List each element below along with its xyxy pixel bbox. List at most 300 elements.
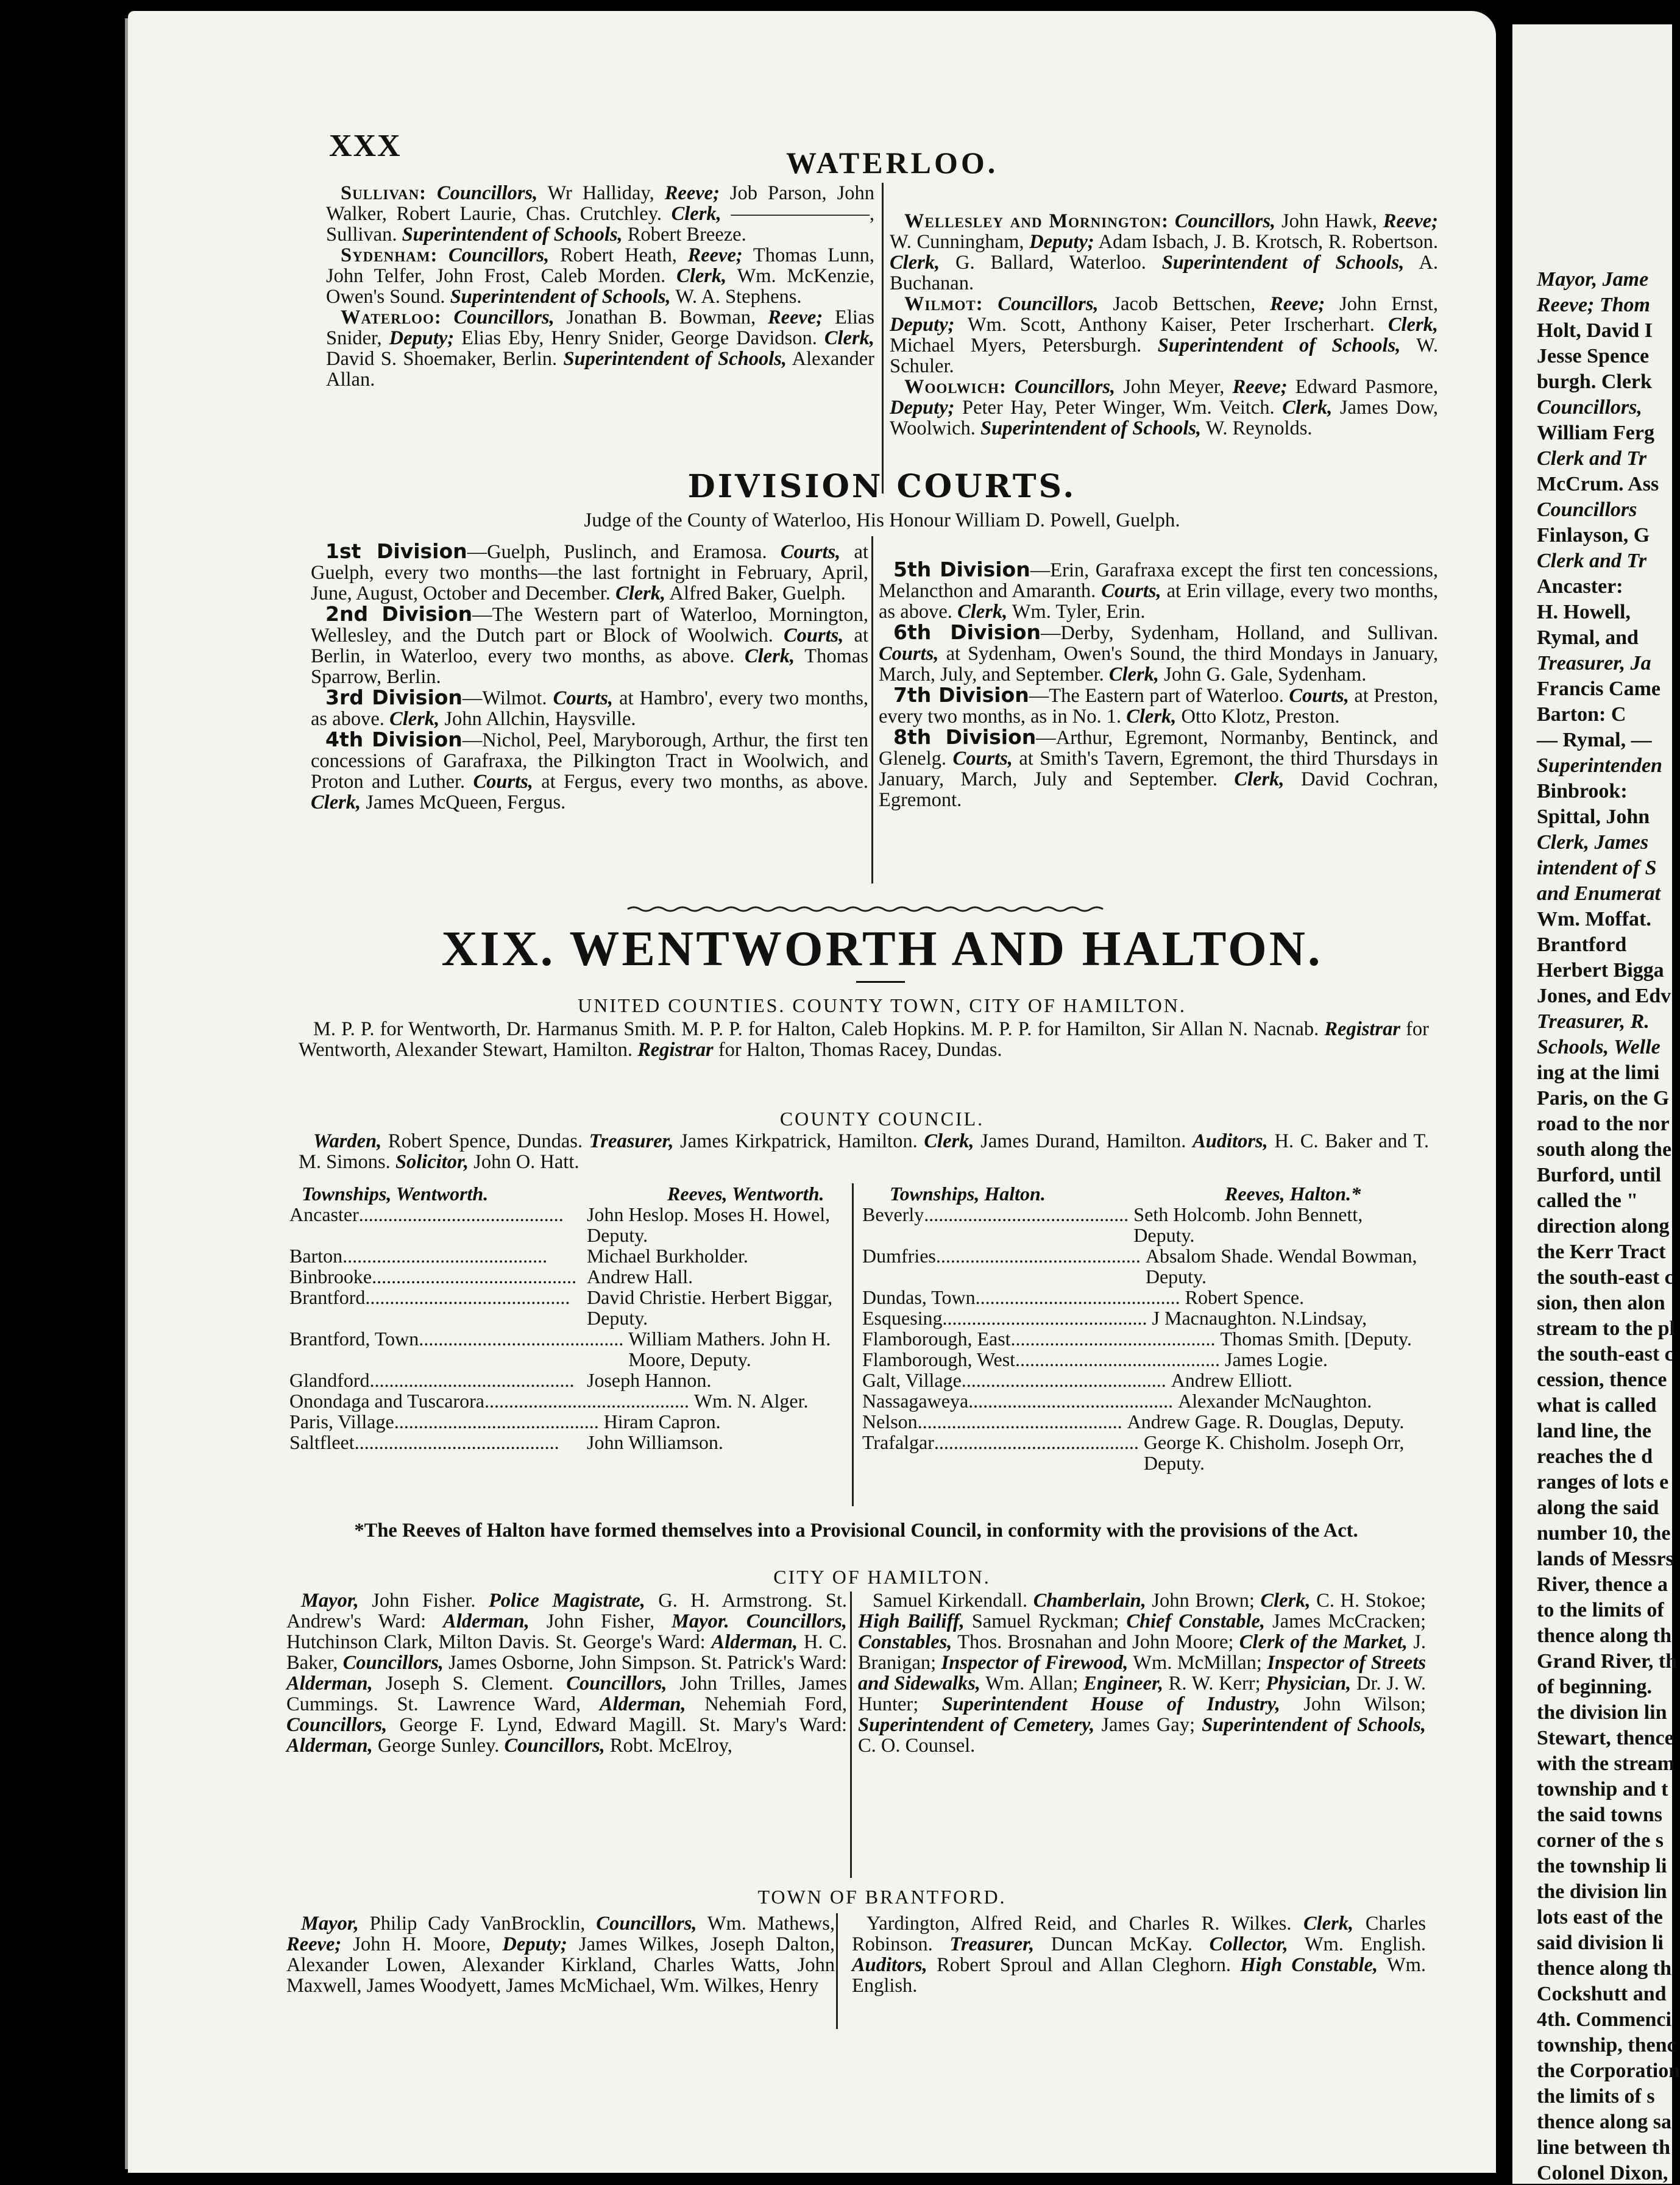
- township-cell: Flamborough, East: [862, 1328, 1011, 1350]
- column-rule: [852, 1183, 854, 1506]
- office-title: Clerk,: [1303, 1913, 1354, 1935]
- adjacent-page-line: the township li: [1537, 1855, 1667, 1877]
- adjacent-page-line: Treasurer, R.: [1537, 1010, 1650, 1033]
- office-title: Treasurer,: [589, 1130, 674, 1152]
- column-rule: [871, 536, 873, 884]
- text-run: Adam Isbach, J. B. Krotsch, R. Robertson.: [1094, 231, 1439, 253]
- township-name: Woolwich:: [904, 376, 1007, 398]
- office-title: Reeve;: [767, 306, 823, 328]
- adjacent-page-line: Spittal, John: [1537, 806, 1650, 828]
- office-title: Reeve;: [286, 1933, 342, 1955]
- text-run: Philip Cady VanBrocklin,: [358, 1913, 597, 1935]
- adjacent-page-line: Burford, until: [1537, 1164, 1662, 1186]
- office-title: Alderman,: [443, 1610, 530, 1632]
- leader-dots: ..........................................: [935, 1245, 1141, 1267]
- office-title: Councillors,: [1174, 210, 1276, 232]
- text-run: Wm. English.: [852, 1954, 1426, 1997]
- adjacent-page-line: Clerk and Tr: [1537, 550, 1647, 572]
- division-name: 5th Division: [893, 558, 1030, 581]
- office-title: Councillors,: [286, 1714, 388, 1736]
- running-head: WATERLOO.: [786, 146, 999, 180]
- text-run: Hutchinson Clark, Milton Davis. St. George's Ward:: [286, 1631, 712, 1653]
- division-entry: [311, 541, 868, 604]
- reeve-cell: John Heslop. Moses H. Howel, Deputy.: [587, 1203, 831, 1246]
- adjacent-page-line: ing at the limi: [1537, 1061, 1660, 1084]
- text-run: Joseph S. Clement.: [372, 1673, 567, 1695]
- office-title: High Constable,: [1240, 1954, 1378, 1976]
- text-run: Alexander Allan.: [326, 348, 874, 391]
- text-run: David S. Shoemaker, Berlin.: [326, 348, 564, 370]
- table-row: [862, 1390, 1423, 1411]
- text-run: G. H. Armstrong. St. Andrew's Ward:: [286, 1590, 848, 1632]
- table-row: [862, 1204, 1423, 1245]
- text-run: for Halton, Thomas Racey, Dundas.: [713, 1039, 1002, 1061]
- office-title: Superintendent of Schools,: [450, 286, 671, 308]
- text-run: John G. Gale, Sydenham.: [1159, 664, 1367, 685]
- text-run: James Dow, Woolwich.: [890, 397, 1438, 439]
- office-title: Registrar: [637, 1039, 714, 1061]
- office-title: Councillors,: [566, 1673, 667, 1695]
- adjacent-page: [1512, 24, 1680, 2184]
- adjacent-page-line: Schools, Welle: [1537, 1036, 1661, 1058]
- office-title: Reeve;: [664, 182, 720, 204]
- text-run: —Guelph, Puslinch, and Eramosa.: [467, 541, 781, 563]
- office-title: Councillors,: [437, 182, 538, 204]
- reeve-cell: James Logie.: [1225, 1348, 1328, 1370]
- table-row: [862, 1328, 1423, 1349]
- text-run: John Meyer,: [1115, 376, 1233, 398]
- leader-dots: ..........................................: [1015, 1348, 1221, 1370]
- division-entry: [311, 729, 868, 813]
- text-run: Edward Pasmore,: [1287, 376, 1438, 398]
- adjacent-page-line: William Ferg: [1537, 422, 1654, 444]
- leader-dots: ..........................................: [354, 1431, 559, 1453]
- adjacent-page-line: Cockshutt and: [1537, 1983, 1667, 2005]
- township-cell: Flamborough, West: [862, 1348, 1016, 1370]
- hamilton-officers-right: [858, 1590, 1426, 1756]
- adjacent-page-line: land line, the: [1537, 1420, 1651, 1442]
- office-title: Courts,: [473, 771, 533, 793]
- text-run: at Sydenham, Owen's Sound, the third Mondays in January, March, July, and September.: [879, 643, 1438, 685]
- county-council-officers: [299, 1131, 1429, 1172]
- adjacent-page-line: thence along sa: [1537, 2111, 1671, 2133]
- office-title: Mayor. Councillors,: [672, 1610, 847, 1632]
- township-cell: Paris, Village: [289, 1411, 394, 1432]
- text-run: —The Eastern part of Waterloo.: [1029, 685, 1289, 707]
- leader-dots: ..........................................: [924, 1203, 1129, 1225]
- office-title: Superintendent of Schools,: [1161, 252, 1405, 274]
- division-entry: [879, 559, 1438, 622]
- adjacent-page-line: Grand River, th: [1537, 1650, 1678, 1673]
- adjacent-page-line: what is called: [1537, 1394, 1657, 1417]
- text-run: —Nichol, Peel, Maryborough, Arthur, the first ten concessions of Garafraxa, the Pilkington Tract in Woolwich, and Proton and Luther.: [311, 729, 868, 793]
- office-title: Warden,: [313, 1130, 382, 1152]
- township-cell: Galt, Village: [862, 1369, 962, 1391]
- column-rule: [882, 183, 884, 494]
- table-row: [862, 1370, 1423, 1390]
- office-title: Reeve;: [1232, 376, 1288, 398]
- text-run: John Ernst,: [1325, 293, 1438, 315]
- township-cell: Ancaster: [289, 1203, 359, 1225]
- adjacent-page-line: the south-east c: [1537, 1266, 1674, 1289]
- adjacent-page-line: lands of Messrs: [1537, 1548, 1674, 1570]
- adjacent-page-line: the division lin: [1537, 1701, 1667, 1724]
- office-title: Clerk,: [890, 252, 940, 274]
- office-title: Superintendent House of Industry,: [941, 1693, 1280, 1715]
- text-run: Robert Heath,: [549, 244, 688, 266]
- text-run: at Smith's Tavern, Egremont, the third Thursdays in January, March, July and September.: [879, 748, 1438, 790]
- adjacent-page-line: Brantford: [1537, 933, 1627, 956]
- reeve-cell: Andrew Elliott.: [1171, 1369, 1292, 1391]
- table-row: [862, 1432, 1423, 1473]
- text-run: W. Reynolds.: [1201, 417, 1313, 439]
- adjacent-page-line: cession, thence: [1537, 1369, 1667, 1391]
- table-row: [862, 1287, 1423, 1308]
- office-title: Courts,: [780, 541, 841, 563]
- text-run: J. Branigan;: [858, 1631, 1426, 1674]
- division-courts-judge: Judge of the County of Waterloo, His Honour William D. Powell, Guelph.: [584, 509, 1180, 531]
- text-run: Robt. McElroy,: [604, 1735, 732, 1757]
- reeve-cell: Alexander McNaughton.: [1178, 1390, 1372, 1412]
- text-run: M. P. P. for Wentworth, Dr. Harmanus Smith. M. P. P. for Halton, Caleb Hopkins. M. P. P. for Hamilton, Sir Allan N. Nacnab.: [313, 1018, 1325, 1040]
- text-run: C. H. Stokoe;: [1310, 1590, 1426, 1612]
- adjacent-page-line: the said towns: [1537, 1804, 1662, 1826]
- text-run: at Erin village, every two months, as above.: [879, 580, 1438, 623]
- adjacent-page-line: with the stream: [1537, 1752, 1675, 1775]
- adjacent-page-line: thence along th: [1537, 1624, 1671, 1647]
- township-entry: [890, 377, 1438, 439]
- text-run: George Sunley.: [372, 1735, 505, 1757]
- table-row: [862, 1349, 1423, 1370]
- adjacent-page-line: River, thence a: [1537, 1573, 1668, 1596]
- text-run: —Wilmot.: [462, 687, 553, 709]
- township-cell: Brantford: [289, 1286, 366, 1308]
- adjacent-page-line: Paris, on the G: [1537, 1087, 1670, 1110]
- leader-dots: ..........................................: [975, 1286, 1180, 1308]
- division-courts-right: [879, 559, 1438, 810]
- text-run: James Kirkpatrick, Hamilton.: [673, 1130, 924, 1152]
- division-entry: [879, 622, 1438, 685]
- text-run: Job Parson, John Walker, Robert Laurie, Chas. Crutchley.: [326, 182, 874, 225]
- text-run: —Arthur, Egremont, Normanby, Bentinck, and Glenelg.: [879, 727, 1438, 770]
- reeve-cell: Joseph Hannon.: [587, 1369, 712, 1391]
- division-name: 2nd Division: [325, 602, 473, 626]
- adjacent-page-line: McCrum. Ass: [1537, 473, 1659, 495]
- paragraph: [286, 1913, 835, 1996]
- table-row: [289, 1370, 850, 1390]
- column-rule: [836, 1913, 838, 2029]
- text-run: Alfred Baker, Guelph.: [665, 583, 846, 604]
- adjacent-page-line: reaches the d: [1537, 1445, 1653, 1468]
- adjacent-page-line: number 10, the: [1537, 1522, 1671, 1545]
- paragraph: [852, 1913, 1426, 1996]
- text-run: at Preston, every two months, as in No. 1.: [879, 685, 1438, 728]
- adjacent-page-line: the Kerr Tract: [1537, 1241, 1666, 1263]
- table-row: [289, 1266, 850, 1287]
- halton-footnote: *The Reeves of Halton have formed themselves into a Provisional Council, in conformity with the provisions of the Act.: [354, 1520, 1358, 1542]
- division-entry: [311, 604, 868, 687]
- text-run: W. Cunningham,: [890, 231, 1030, 253]
- office-title: Alderman,: [286, 1673, 373, 1695]
- office-title: Clerk,: [1260, 1590, 1311, 1612]
- table-row: [289, 1204, 850, 1245]
- adjacent-page-line: Francis Came: [1537, 678, 1661, 700]
- text-run: Samuel Kirkendall.: [873, 1590, 1033, 1612]
- office-title: Councillors,: [596, 1913, 697, 1935]
- office-title: Councillors,: [448, 244, 550, 266]
- office-title: Clerk,: [389, 708, 440, 730]
- column-rule: [850, 1592, 852, 1878]
- column-header: Reeves, Wentworth.: [667, 1183, 824, 1205]
- office-title: Inspector of Streets and Sidewalks,: [858, 1652, 1426, 1695]
- reeve-cell: Thomas Smith. [Deputy.: [1220, 1328, 1412, 1350]
- office-title: Collector,: [1209, 1933, 1288, 1955]
- office-title: Clerk,: [744, 645, 795, 667]
- town-of-brantford-head: TOWN OF BRANTFORD.: [757, 1886, 1007, 1908]
- text-run: W. Schuler.: [890, 335, 1439, 377]
- text-run: Elias Snider,: [326, 306, 875, 349]
- table-row: [289, 1287, 850, 1328]
- united-counties-line: UNITED COUNTIES. COUNTY TOWN, CITY OF HAMILTON.: [578, 994, 1186, 1016]
- adjacent-page-line: south along the: [1537, 1138, 1672, 1161]
- office-title: Deputy;: [389, 327, 455, 349]
- office-title: Clerk,: [615, 583, 666, 604]
- township-cell: Onondaga and Tuscarora: [289, 1390, 484, 1412]
- office-title: Deputy;: [502, 1933, 567, 1955]
- township-cell: Barton: [289, 1245, 343, 1267]
- text-run: Wm. McKenzie, Owen's Sound.: [326, 265, 875, 308]
- office-title: Superintendent of Cemetery,: [858, 1714, 1095, 1736]
- reeve-cell: Andrew Gage. R. Douglas, Deputy.: [1127, 1411, 1405, 1432]
- township-cell: Glandford: [289, 1369, 370, 1391]
- adjacent-page-line: Ancaster:: [1537, 575, 1623, 598]
- reeve-cell: John Williamson.: [587, 1431, 723, 1453]
- office-title: Clerk,: [1126, 706, 1177, 728]
- waterloo-townships-right: [890, 211, 1438, 439]
- text-run: John Trilles, James Cummings. St. Lawrence Ward,: [286, 1673, 847, 1715]
- office-title: Constables,: [858, 1631, 952, 1653]
- office-title: Superintendent of Schools,: [402, 224, 623, 246]
- leader-dots: ..........................................: [917, 1411, 1122, 1432]
- text-run: George F. Lynd, Edward Magill. St. Mary's Ward:: [387, 1714, 847, 1736]
- adjacent-page-line: called the ": [1537, 1189, 1639, 1212]
- township-entry: [890, 294, 1438, 377]
- township-name: Waterloo:: [341, 306, 442, 328]
- text-run: at Fergus, every two months, as above.: [533, 771, 868, 793]
- text-run: G. Ballard, Waterloo.: [940, 252, 1162, 274]
- adjacent-page-line: Wm. Moffat.: [1537, 908, 1651, 930]
- township-name: Wellesley and Mornington:: [904, 210, 1169, 232]
- text-run: Charles Robinson.: [852, 1913, 1427, 1955]
- adjacent-page-line: line between th: [1537, 2136, 1671, 2159]
- column-header: Reeves, Halton.*: [1225, 1183, 1361, 1205]
- text-run: [442, 306, 454, 328]
- adjacent-page-line: Rymal, and: [1537, 626, 1639, 649]
- table-row: [862, 1245, 1423, 1287]
- text-run: Robert Sproul and Allan Cleghorn.: [927, 1954, 1241, 1976]
- office-title: Councillors,: [1014, 376, 1116, 398]
- reeve-cell: David Christie. Herbert Biggar, Deputy.: [587, 1286, 833, 1329]
- text-run: A. Buchanan.: [890, 252, 1438, 294]
- waterloo-townships-left: [326, 183, 874, 390]
- office-title: Courts,: [783, 625, 844, 646]
- adjacent-page-line: — Rymal, —: [1537, 729, 1652, 751]
- text-run: Wm. Tyler, Erin.: [1007, 601, 1146, 623]
- office-title: Clerk,: [671, 203, 721, 225]
- leader-dots: ..........................................: [365, 1286, 570, 1308]
- reeve-cell: Seth Holcomb. John Bennett, Deputy.: [1133, 1203, 1363, 1246]
- table-row: [862, 1308, 1423, 1328]
- text-run: Wm. Scott, Anthony Kaiser, Peter Irscherhart.: [954, 314, 1388, 336]
- reeve-cell: Robert Spence.: [1185, 1286, 1305, 1308]
- office-title: Alderman,: [599, 1693, 686, 1715]
- adjacent-page-line: ranges of lots e: [1537, 1471, 1669, 1493]
- text-run: [984, 293, 998, 315]
- adjacent-page-line: Colonel Dixon,: [1537, 2162, 1668, 2184]
- ornamental-rule: [628, 905, 1103, 913]
- text-run: Wm. Allan;: [980, 1673, 1084, 1695]
- text-run: Thos. Brosnahan and John Moore;: [952, 1631, 1239, 1653]
- office-title: Reeve;: [687, 244, 743, 266]
- text-run: John Wilson;: [1280, 1693, 1427, 1715]
- reeve-cell: Michael Burkholder.: [587, 1245, 748, 1267]
- office-title: Deputy;: [1029, 231, 1094, 253]
- text-run: Thomas Lunn, John Telfer, John Frost, Caleb Morden.: [326, 244, 874, 287]
- text-run: ———————, Sullivan.: [326, 203, 874, 246]
- adjacent-page-line: Superintenden: [1537, 754, 1662, 777]
- paragraph: [858, 1590, 1426, 1756]
- text-run: John Brown;: [1146, 1590, 1261, 1612]
- text-run: [1007, 376, 1015, 398]
- office-title: Physician,: [1266, 1673, 1352, 1695]
- text-run: Elias Eby, Henry Snider, George Davidson.: [454, 327, 824, 349]
- text-run: James Durand, Hamilton.: [974, 1130, 1193, 1152]
- adjacent-page-line: Barton: C: [1537, 703, 1626, 726]
- text-run: Jacob Bettschen,: [1098, 293, 1271, 315]
- paragraph: [299, 1019, 1429, 1060]
- office-title: Treasurer,: [949, 1933, 1035, 1955]
- table-row: [289, 1328, 850, 1370]
- division-name: 8th Division: [893, 725, 1037, 749]
- office-title: Reeve;: [1270, 293, 1325, 315]
- text-run: at Hambro', every two months, as above.: [311, 687, 868, 730]
- adjacent-page-line: sion, then alon: [1537, 1292, 1665, 1314]
- adjacent-page-line: the Corporation: [1537, 2059, 1680, 2082]
- adjacent-page-line: Councillors: [1537, 498, 1637, 521]
- township-name: Sullivan:: [341, 182, 427, 204]
- adjacent-page-line: Herbert Bigga: [1537, 959, 1664, 982]
- reeve-cell: Absalom Shade. Wendal Bowman, Deputy.: [1145, 1245, 1417, 1287]
- office-title: Superintendent of Schools,: [980, 417, 1202, 439]
- adjacent-page-line: thence along th: [1537, 1957, 1671, 1980]
- adjacent-page-line: said division li: [1537, 1932, 1664, 1954]
- adjacent-page-line: Jones, and Edv: [1537, 985, 1671, 1007]
- adjacent-page-line: Treasurer, Ja: [1537, 652, 1651, 675]
- text-run: Wm. McMillan;: [1128, 1652, 1267, 1674]
- adjacent-page-line: 4th. Commenci: [1537, 2008, 1671, 2031]
- adjacent-page-line: Mayor, Jame: [1537, 268, 1649, 291]
- text-run: Otto Klotz, Preston.: [1176, 706, 1340, 728]
- text-run: at Guelph, every two months—the last fortnight in February, April, June, August, October and December.: [311, 541, 868, 604]
- column-header: Townships, Wentworth.: [302, 1183, 489, 1205]
- township-entry: [890, 211, 1438, 294]
- office-title: Deputy;: [890, 397, 955, 419]
- office-title: Courts,: [1289, 685, 1349, 707]
- adjacent-page-line: to the limits of: [1537, 1599, 1664, 1621]
- office-title: Mayor,: [301, 1590, 359, 1612]
- division-name: 1st Division: [325, 539, 467, 563]
- text-run: Wm. Mathews,: [696, 1913, 835, 1935]
- leader-dots: ..........................................: [394, 1411, 599, 1432]
- text-run: Peter Hay, Peter Winger, Wm. Veitch.: [954, 397, 1283, 419]
- leader-dots: ..........................................: [961, 1369, 1166, 1391]
- text-run: David Cochran, Egremont.: [879, 768, 1438, 811]
- text-run: Jonathan B. Bowman,: [554, 306, 768, 328]
- text-run: Wr Halliday,: [537, 182, 665, 204]
- township-cell: Dundas, Town: [862, 1286, 976, 1308]
- reeve-cell: Hiram Capron.: [603, 1411, 721, 1432]
- text-run: —Erin, Garafraxa except the first ten concessions, Melancthon and Amaranth.: [879, 559, 1438, 602]
- adjacent-page-line: lots east of the: [1537, 1906, 1663, 1928]
- text-run: [438, 244, 448, 266]
- office-title: Clerk,: [1234, 768, 1285, 790]
- township-cell: Trafalgar: [862, 1431, 934, 1453]
- table-row: [289, 1390, 850, 1411]
- township-entry: [326, 183, 874, 245]
- office-title: Auditors,: [1193, 1130, 1268, 1152]
- brantford-officers-right: [852, 1913, 1426, 1996]
- text-run: [427, 182, 437, 204]
- adjacent-page-line: Reeve; Thom: [1537, 294, 1650, 316]
- adjacent-page-line: Finlayson, G: [1537, 524, 1650, 547]
- office-title: Deputy;: [890, 314, 955, 336]
- text-run: John Fisher.: [358, 1590, 489, 1612]
- leader-dots: ..........................................: [1010, 1328, 1216, 1350]
- office-title: High Bailiff,: [858, 1610, 965, 1632]
- adjacent-page-line: road to the nor: [1537, 1113, 1670, 1135]
- township-cell: Dumfries: [862, 1245, 936, 1267]
- text-run: Samuel Ryckman;: [964, 1610, 1127, 1632]
- table-row: [289, 1411, 850, 1432]
- text-run: W. A. Stephens.: [670, 286, 802, 308]
- division-name: 6th Division: [893, 620, 1041, 644]
- text-run: C. O. Counsel.: [858, 1735, 976, 1757]
- text-run: Michael Myers, Petersburgh.: [890, 335, 1158, 356]
- division-name: 3rd Division: [325, 685, 463, 709]
- adjacent-page-line: the division lin: [1537, 1880, 1667, 1903]
- text-run: John Hawk,: [1275, 210, 1383, 232]
- office-title: Councillors,: [998, 293, 1099, 315]
- office-title: Chamberlain,: [1033, 1590, 1146, 1612]
- adjacent-page-line: and Enumerat: [1537, 882, 1661, 905]
- office-title: Councillors,: [453, 306, 555, 328]
- adjacent-page-line: Stewart, thence: [1537, 1727, 1674, 1749]
- text-run: at Berlin, in Waterloo, every two months, as above.: [311, 625, 868, 667]
- office-title: Clerk of the Market,: [1239, 1631, 1408, 1653]
- division-name: 7th Division: [893, 683, 1029, 707]
- township-name: Wilmot:: [904, 293, 984, 315]
- text-run: Dr. J. W. Hunter;: [858, 1673, 1426, 1715]
- paragraph: [286, 1590, 847, 1756]
- text-run: [1169, 210, 1175, 232]
- office-title: Alderman,: [286, 1735, 373, 1757]
- office-title: Courts,: [952, 748, 1013, 770]
- office-title: Registrar: [1324, 1018, 1400, 1040]
- office-title: Clerk,: [311, 791, 361, 813]
- township-cell: Nassagaweya: [862, 1390, 969, 1412]
- office-title: Councillors,: [504, 1735, 605, 1757]
- text-run: Robert Breeze.: [622, 224, 746, 246]
